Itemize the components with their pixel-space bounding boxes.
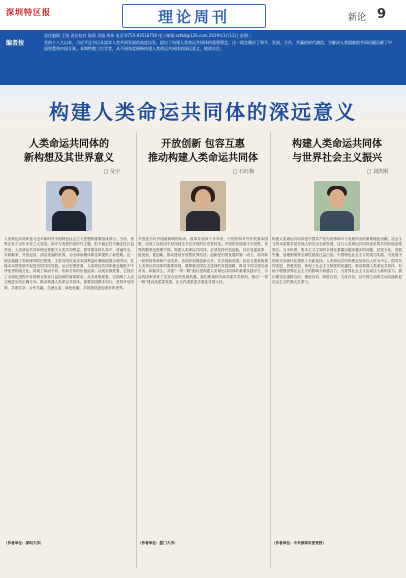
article-title-line: 构建人类命运共同体 [292, 139, 382, 150]
article-title-line: 与世界社会主义振兴 [292, 153, 382, 164]
editor-note-label: 编者按 [6, 40, 25, 47]
article-title-line: 新构想及其世界意义 [24, 153, 114, 164]
section-label: 新论 [347, 13, 366, 23]
article-column-2 [138, 130, 268, 570]
main-headline: 构建人类命运共同体的深远意义 [49, 100, 357, 124]
article-body: 人类命运共同体是习近平新时代中国特色社会主义思想的重要组成部分。当前，世界正处于百年未有之大变局，和平与发展仍是时代主题，但不稳定性不确定性日益突出。人类命运共同体理念着眼于人类共同利益，倡导建设持久和平、普遍安全、共同繁荣、开放包容、清洁美丽的世界，为全球治理体系变革提供了新思路。这一理念超越了零和博弈的旧思维，主张各国在追求本国利益时兼顾他国合理关切，在谋求本国发展中促进各国共同发展。从历史维度看，人类命运共同体理念植根于中华优秀传统文化，体现了和而不同、协和万邦的价值追求；从现实维度看，它回应了全球化进程中各国相互依存日益加深的客观要求；从未来维度看，它指明了人类文明进步的正确方向。推动构建人类命运共同体，需要各国携手同行，坚持对话协商、共建共享、合作共赢、交流互鉴、绿色低碳，共同建设更加美好的世界。 [4, 237, 134, 290]
masthead-title: 理论周刊 [157, 7, 230, 26]
article-column-3 [272, 130, 402, 570]
article-author: □ 吴宇 [103, 169, 120, 175]
author-affiliation: （作者单位：深圳大学） [4, 541, 44, 545]
author-affiliation: （作者单位：厦门大学） [138, 541, 178, 545]
article-body: 开放是当代中国最鲜明的标识。改革开放四十多年来，中国坚持对外开放基本国策，实现了从封闭半封闭到全方位开放的历史性转变。中国的发展离不开世界，世界的繁荣也需要中国。构建人类命运共同体，必须坚持开放创新，以开放促改革、促发展、促创新，推动建设开放型世界经济。创新是引领发展的第一动力，面对新一轮科技革命和产业变革，各国应加强创新合作，共享创新成果。包容互惠是构建人类命运共同体的重要原则，要尊重各国自主选择的发展道路，推动不同文明交流对话、和谐共生。共建“一带一路”倡议是构建人类命运共同体的重要实践平台，为沿线国家带来了实实在在的发展机遇。我们要秉持共商共建共享原则，推动“一带一路”建设高质量发展，让合作成果更多惠及各国人民。 [138, 237, 268, 285]
author-photo [314, 181, 360, 231]
article-title [4, 138, 134, 166]
newspaper-logo: 深圳特区报 [6, 7, 51, 17]
page-header [0, 0, 406, 30]
editor-note-text: 党的十八大以来，习近平总书记从谋求人类共同发展的高度出发，提出了构建人类命运共同体的重要理念。这一理念顺应了和平、发展、合作、共赢的时代潮流，为解决人类面临的共同问题贡献了中国智慧和中国方案。本期特邀三位学者，从不同角度阐释构建人类命运共同体的深远意义，敬请关注。 [44, 40, 392, 51]
article-title-line: 开放创新 包容互惠 [161, 139, 245, 150]
column-divider [136, 132, 137, 568]
column-divider [270, 132, 271, 568]
article-title [272, 138, 402, 166]
article-title-line: 人类命运共同体的 [29, 139, 109, 150]
article-author: □ 刘洪刚 [366, 169, 388, 175]
author-photo [46, 181, 92, 231]
page-number: 9 [376, 7, 386, 22]
article-body: 构建人类命运共同体是中国共产党为世界和平与发展作出的重要理论贡献。社会主义的本质要求是实现人的自由全面发展，这与人类命运共同体追求的共同价值高度契合。当今世界，资本主义主导的全球化暴露出越来越多的问题，贫富分化、发展失衡、治理困境等全球性挑战日益凸显。中国特色社会主义的成功实践，为发展中国家走向现代化提供了全新选择。人类命运共同体理念坚持以人民为中心，倡导共同发展、普惠发展，体现了社会主义制度的优越性。推动构建人类命运共同体，有助于增强世界社会主义的影响力和感召力，为世界社会主义运动注入新的活力。我们要坚定道路自信、理论自信、制度自信、文化自信，以中国之治的生动实践彰显社会主义的强大生命力。 [272, 237, 402, 285]
page-meta: 责任编辑 王锐 责任校对 陈莉 美编 周伟 电话:0755-83518758 电子邮箱:sztbll@126.com 2019年3月12日 星期二 [44, 33, 252, 38]
article-author: □ 石红梅 [232, 169, 254, 175]
article-title [138, 138, 268, 166]
author-affiliation: （作者单位：中共深圳市委党校） [272, 541, 326, 545]
masthead [122, 4, 266, 28]
article-title-line: 推动构建人类命运共同体 [148, 153, 258, 164]
author-photo [180, 181, 226, 231]
article-column-1 [4, 130, 134, 570]
